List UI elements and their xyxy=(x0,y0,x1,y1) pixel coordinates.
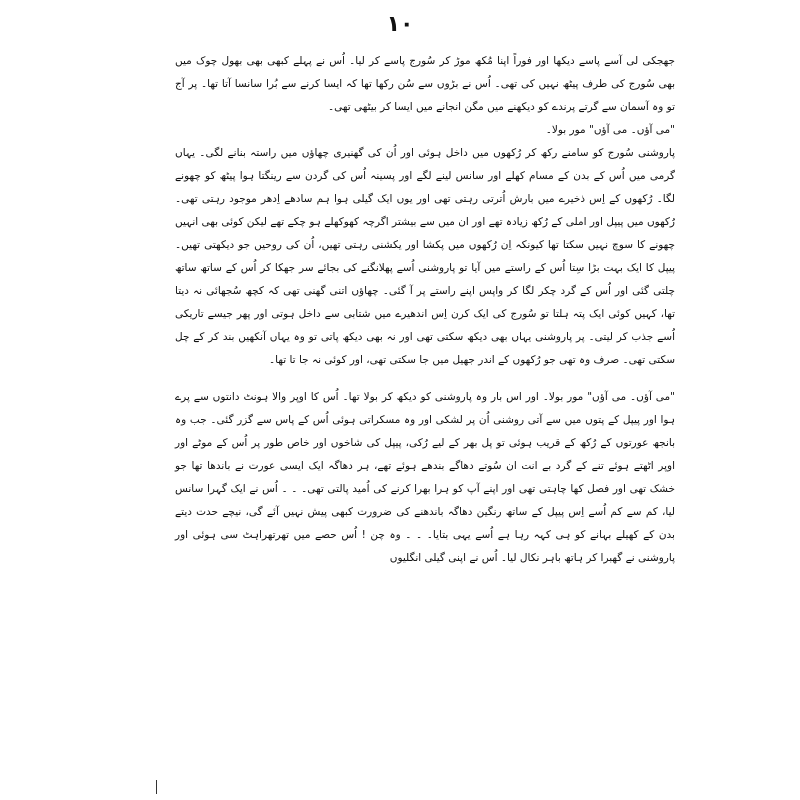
paragraph-3: پاروشنی سُورج کو سامنے رکھ کر رُکھوں میں داخل ہوئی اور اُن کی گھنیری چھاؤں میں راستہ بنانے لگی۔ یہاں گرمی میں اُس کے بدن کے مسام کھلے اور سانس لینے لگے اور پسینہ اُس کی گردن سے رینگتا ہوا پیٹھ کو چھونے لگا۔ رُکھوں کے اِس ذخیرے میں بارش اُترتی رہتی تھی اور یوں ایک گیلی ہوا ہم سادھے اِدھر موجود رہتی تھی۔ رُکھوں میں پیپل اور املی کے رُکھ زیادہ تھے اور ان میں سے بیشتر اگرچہ کھوکھلے ہو چکے تھے لیکن کوئی بھی انہیں چھونے کا سوچ نہیں سکتا تھا کیونکہ اِن رُکھوں میں پکشا اور یکشنی رہتی تھیں، اُن کی روحیں جو دیکھتی تھیں۔ پیپل کا ایک بہت بڑا سِتا اُس کے راستے میں آیا تو پاروشنی اُسے پھلانگنے کی بجائے سر جھکا کر اُس کے ساتھ ساتھ چلتی گئی اور اُس کے گرد چکر لگا کر واپس اپنے راستے پر آ گئی۔ چھاؤں اتنی گھنی تھی کہ کچھ سُجھائی نہ دیتا تھا، کہیں کوئی ایک پتہ ہلتا تو سُورج کی ایک کرن اِس اندھیرے میں شتابی سے داخل ہوتی اور پھر جیسے تاریکی اُسے جذب کر لیتی۔ پر پاروشنی یہاں بھی دیکھ سکتی تھی اور نہ بھی دیکھ پاتی تو وہ یہاں آنکھیں بند کر کے چل سکتی تھی۔ صرف وہ تھی جو رُکھوں کے اندر جھیل میں جا سکتی تھی، اور کوئی نہ جا تا تھا۔ xyxy=(175,147,675,366)
paragraph-4: "می آؤں۔ می آؤں" مور بولا۔ اور اس بار وہ پاروشنی کو دیکھ کر بولا تھا۔ اُس کا اوپر والا ہونٹ دانتوں سے پرے ہوا اور پیپل کے پتوں میں سے آتی روشنی اُن پر لشکی اور وہ مسکراتی ہوئی اُس کے پاس سے گزر گئی۔ جب وہ بانجھ عورتوں کے رُکھ کے قریب ہوئی تو پل بھر کے لیے رُکی، پیپل کی شاخوں اور خاص طور پر اُس کے موٹے اور اوپر اٹھتے ہوئے تنے کے گرد بے انت ان سُوتے دھاگے بندھے ہوئے تھے، ہر دھاگہ ایک ایسی عورت نے باندھا تھا جو خشک تھی اور فصل کھا چاہتی تھی اور اپنے آپ کو ہرا بھرا کرنے کی اُمید پالتی تھی۔ ۔ ۔ اُس نے ایک گہرا سانس لیا، کم سے کم اُسے اِس پیپل کے ساتھ رنگین دھاگہ باندھنے کی ضرورت کبھی پیش نہیں آئے گی، نیچے حدت دیتے بدن کے کھیلے بہانے کو ہی کہہ رہا ہے اُسے یہی بتایا۔ ۔ ۔ وہ چن ! اُس حصے میں تھرتھراہٹ سی ہوئی اور پاروشنی نے گھبرا کر ہاتھ باہر نکال لیا۔ اُس نے اپنی گیلی انگلیوں xyxy=(175,391,675,564)
paragraph-2: "می آؤں۔ می آؤں" مور بولا۔ xyxy=(545,124,675,136)
body-text xyxy=(175,50,675,570)
page-number: ١٠ xyxy=(386,12,414,37)
paragraph-1: جھجکی لی آسے پاسے دیکھا اور فوراً اپنا مُکھ موڑ کر سُورج پاسے کر لیا۔ اُس نے پہلے کبھی بھی بھول چوک میں بھی سُورج کی طرف پیٹھ نہیں کی تھی۔ اُس نے بڑوں سے سُن رکھا تھا کہ ایسا کرنے سے بُرا سانسا آتا تھا۔ پر آج تو وہ آسمان سے گرتے پرندے کو دیکھنے میں مگن انجانے میں ایسا کر بیٹھی تھی۔ xyxy=(175,55,675,113)
margin-mark xyxy=(156,780,163,794)
